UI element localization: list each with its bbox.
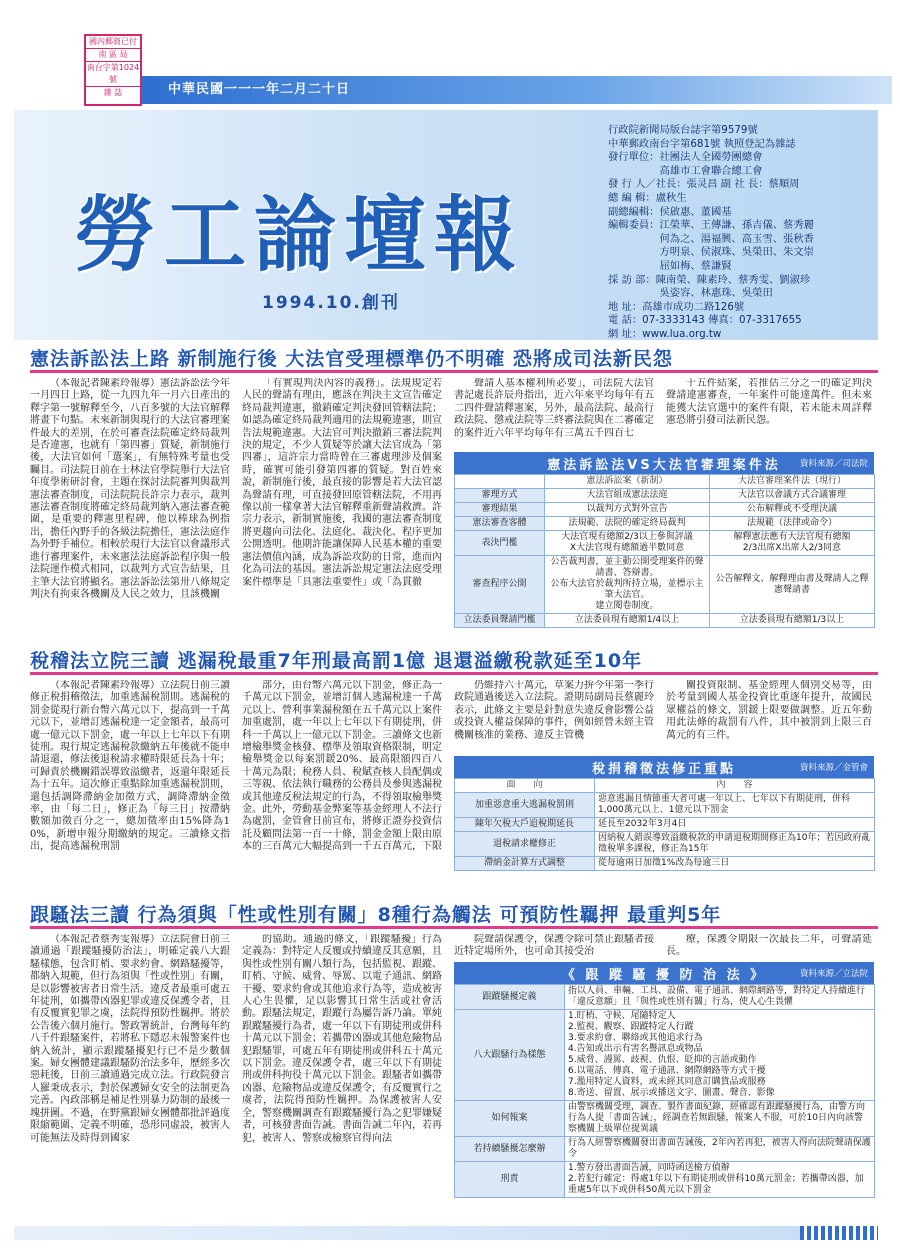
publisher-info-line: 高雄市工會聯合總工會	[608, 164, 763, 177]
table-constitutional-comparison	[454, 452, 874, 628]
table1-title: 憲法訴訟法VS大法官審理案件法	[547, 457, 781, 473]
table-cell: 公告解釋文、解釋理由書及聲請人之釋憲聲請書	[710, 556, 875, 614]
table1-grid	[454, 474, 875, 628]
publisher-info-line: 總 編 輯：盧秋生	[608, 191, 687, 204]
table-row-label: 審查程序公開	[455, 556, 545, 614]
table-row	[455, 793, 875, 818]
table-cell: 從每逾兩日加徵1%改為每逾三日	[595, 857, 875, 871]
table-cell: 立法委員現有總額1/4以上	[545, 614, 710, 628]
table-cell: 1.警方發出書面告誡，同時函送檢方偵辦 2.若犯行確定：得處1年以下有期徒刑或併科10萬元罰金；若攜帶凶器，加重處5年以下或併科50萬元以下罰金	[565, 1162, 875, 1198]
footer-stripe	[800, 1226, 878, 1240]
article3-col2: 的協助。通過的條文，「跟蹤騷擾」行為定義為：對特定人反覆或持續違反其意願，且與性或性別有關八類行為，包括監視、跟蹤、盯梢、守候、威脅、辱罵、以電子通訊、網路干擾、要求約會或其他追求行為等，造成被害人心生畏懼，足以影響其日常生活或社會活動。跟騷法規定，跟蹤行為屬告訴乃論。單純跟蹤騷擾行為者，處一年以下有期徒刑或併科十萬元以下罰金；若攜帶凶器或其他危險物品犯跟騷罪，可處五年有期徒刑或併科五十萬元以下罰金。違反保護令者，處三年以下有期徒刑或併科拘役十萬元以下罰金。跟騷者如攜帶凶器、危險物品或違反保護令，有反覆實行之虞者，法院得預防性羈押。為保護被害人安全，警察機關調查有跟蹤騷擾行為之犯罪嫌疑者，可核發書面告誡。書面告誡二年內，若再犯，被害人、警察或檢察官得向法	[242, 934, 442, 1144]
table-row-label: 陳年欠稅大戶追稅期延長	[455, 818, 595, 832]
table2-title-bar	[454, 756, 874, 778]
table-cell: 1.盯梢、守候、尾隨特定人 2.監視、觀察、跟蹤特定人行蹤 3.要求約會、聯絡或其他追求行為 4.告知或出示有害名譽訊息或物品 5.威脅、謾罵、歧視、仇恨、貶抑的言語或動作 6.以電話、傳真、電子通訊、網際網路等方式干擾 7.濫用特定人資料，或未經其同意訂購貨品或服務 8.寄送、留置、展示或播送文字、圖畫、聲音、影像	[565, 1010, 875, 1101]
headline-stalking-law: 跟騷法三讀 行為須與「性或性別有關」8種行為觸法 可預防性羈押 最重判5年	[30, 904, 722, 926]
table-row	[455, 531, 875, 556]
table-cell: 立法委員現有總額1/3以上	[710, 614, 875, 628]
table-row-label: 加重惡意重大逃漏稅罰則	[455, 793, 595, 818]
publisher-info-line: 地 址：高雄市成功二路126號	[608, 300, 745, 313]
article3-col3: 院聲請保護令，保護令除可禁止跟騷者接近特定場所外，也可命其接受治	[454, 934, 654, 958]
table-cell: 大法官以會議方式合議審理	[710, 489, 875, 503]
publisher-info-line: 發 行 人／社長：張灵昌 副 社 長：蔡順周	[608, 178, 800, 191]
table-row-label: 刑責	[455, 1162, 565, 1198]
table-row	[455, 1137, 875, 1162]
table3-source: 資料來源／立法院	[799, 969, 868, 979]
table-header-cell: 內 容	[595, 779, 875, 793]
publisher-info-line: 中華郵政南台字第681號 執照登記為雜誌	[608, 137, 796, 150]
headline-divider	[30, 672, 878, 675]
headline-constitutional-court: 憲法訴訟法上路 新制施行後 大法官受理標準仍不明確 恐將成司法新民怨	[30, 348, 673, 370]
table-row	[455, 556, 875, 614]
table1-title-bar	[454, 452, 874, 474]
table2-title: 稅捐稽徵法修正重點	[591, 761, 736, 777]
footer-bar	[14, 1226, 878, 1240]
postmark-line: 南 區 局	[86, 49, 140, 62]
table-row-label: 退稅請求權修正	[455, 832, 595, 857]
table-row-label: 八大跟騷行為樣態	[455, 1010, 565, 1101]
newspaper-title: 勞工論壇報	[74, 187, 525, 283]
table2-source: 資料來源／金管會	[799, 763, 868, 773]
table-stalking-law	[454, 962, 874, 1198]
table-cell: 公布解釋或不受理決議	[710, 503, 875, 517]
article1-col4: 十五件結案，若推估三分之一的確定判決聲請違憲審查，一年案件可能達萬件。但未來能獲大法官選中的案件有限，若未能未周詳釋憲恐將引發司法新民怨。	[666, 378, 872, 427]
table-row	[455, 489, 875, 503]
article1-col2: 「有實現判決內容的義務」。法規規定若人民的聲請有理由，應該在判決主文宣告確定終局裁判違憲，撤銷確定判決發回管轄法院；如認為確定終局裁判適用的法規範違憲，則宣告法規範違憲。大法官可判決撤銷三審法院判決的規定，不少人質疑等於讓大法官成為「第四審」，這許宗力當時曾在三審處理涉及個案時，確實可能引發第四審的質疑。對百姓來說，新制施行後，最直接的影響是若大法官認為聲請有理，可直接發回原管轄法院，不用再像以前一樣拿著大法官解釋重新聲請救濟。許宗力表示，新制實施後，我國的憲法審查制度將更趨向司法化、法庭化、裁決化、程序更加公開透明。他期許能讓保障人民基本權的重要憲法價值內涵，成為訴訟攻防的日常，進而內化為司法的基因。憲法訴訟規定憲法法庭受理案件標準是「具憲法重要性」或「為貫徹	[242, 378, 442, 588]
publisher-info-line: 行政院新聞局版台誌字第9579號	[608, 124, 758, 136]
table-cell: 惡意逃漏且情節重大者可處一年以上、七年以下有期徒刑，併科1,000萬元以上、1億元以下罰金	[595, 793, 875, 818]
postage-stamp	[84, 34, 142, 106]
table-row-label: 審理方式	[455, 489, 545, 503]
table-row	[455, 818, 875, 832]
article2-col2: 部分，由台幣六萬元以下罰金，修正為一千萬元以下罰金，並增訂個人逃漏稅達一千萬元以上、營利事業漏稅額在五千萬元以上案件加重處罰，處一年以上七年以下有期徒刑，併科一千萬以上一億元以下罰金。三讀條文也新增檢舉獎金核發、標準及領取資格限制，明定檢舉獎金以每案罰鍰20%、最高限額四百八十萬元為限；稅務人員、稅賦查核人員配偶或三等親、依法執行職務的公務員及參與逃漏稅或其他違反稅法規定的行為，不得領取檢舉獎金。此外，勞動基金弊案等基金經理人不法行為處罰，金管會日前宣布，將修正證券投資信託及顧問法第一百一十條，罰金金額上限由原本的三百萬元大幅提高到一千五百萬元，下限	[242, 680, 442, 853]
table-cell: 法規範（法律或命令）	[710, 517, 875, 531]
table-row	[455, 1010, 875, 1101]
table-cell: 以裁判方式對外宣告	[545, 503, 710, 517]
table-row	[455, 614, 875, 628]
table-cell: 由警察機關受理，調查、製作書面紀錄，經確認有跟蹤騷擾行為，由警方向行為人提「書面告誡」，經調查若無跟騷，報案人不服，可於10日內向該警察機關上級單位提異議	[565, 1101, 875, 1137]
article1-col3: 聲請人基本權利所必要」，司法院大法官書記處長許辰舟指出，近六年來平均每年有五二四件聲請釋憲案，另外，最高法院、最高行政法院、懲戒法院等三終審法院與在二審確定的案件近六年平均每年有三萬五千四百七	[454, 378, 654, 439]
table-row-label: 立法委員聲請門檻	[455, 614, 545, 628]
postmark-line: 國內郵資已付	[86, 36, 140, 49]
publisher-info-line: 屈如梅、蔡謙賢	[608, 259, 732, 272]
table-row	[455, 857, 875, 871]
publisher-info-line: 發行單位：社團法人全國勞團總會	[608, 151, 763, 164]
table-row-label: 滯納金計算方式調整	[455, 857, 595, 871]
postmark-line: 南台字第1024號	[86, 62, 140, 87]
table-cell: 法規範、法院的確定終局裁判	[545, 517, 710, 531]
table-cell: 指以人員、車輛、工具、設備、電子通訊、網際網路等，對特定人持續進行「違反意願」且「與性或性別有關」行為，使人心生畏懼	[565, 985, 875, 1010]
table-cell: 延長至2032年3月4日	[595, 818, 875, 832]
table2-grid	[454, 778, 875, 871]
article1-col1: （本報記者陳素玲報導）憲法訴訟法今年一月四日上路，從一九四九年一月六日產出的釋字第一號解釋至今，八百多號的大法官解釋將畫下句點。未來新制與現行的大法官審理案件最大的差別，在於可審查法院確定終局裁判是否違憲，也就有「第四審」質疑，新制施行後，大法官如何「選案」，有無特殊考量也受矚目。司法院日前在士林法官學院舉行大法官年度學術研討會，主題在探討法院審判與裁判憲法審查制度，司法院院長許宗力表示，裁判憲法審查制度將確定終局裁判納入憲法審查範圍，是重要的釋憲里程碑，他以棒球為例指出，擔任內野手的各級法院擔任，憲法法庭作為外野手補位。相較於現行大法官以會議形式進行審理案件，未來憲法法庭訴訟程序與一般法院運作模式相同，以裁判方式宣告結果，且主筆大法官將顯名。憲法訴訟法第卅八條規定判決有拘束各機關及人民之效力，且該機關	[30, 378, 230, 600]
table-row	[455, 517, 875, 531]
table-cell: 因納稅人錯誤導致溢繳稅款的申請退稅期間修正為10年；若因政府亂徵稅單多課稅，修正為15年	[595, 832, 875, 857]
table3-title-bar	[454, 962, 874, 984]
table-header-cell	[455, 475, 545, 489]
table3-grid	[454, 984, 875, 1198]
table-row-label: 若持續騷擾怎麼辦	[455, 1137, 565, 1162]
table-row	[455, 1101, 875, 1137]
publisher-info-line: 網 址：www.lua.org.tw	[608, 327, 722, 340]
table-row-label: 憲法審查客體	[455, 517, 545, 531]
table-row-label: 表決門檻	[455, 531, 545, 556]
table-row-label: 如何報案	[455, 1101, 565, 1137]
article2-col1: （本報記者陳素玲報導）立法院日前三讀修正稅捐稽徵法，加重逃漏稅罰則。逃漏稅的罰金從現行新台幣六萬元以下，提高到一千萬元以下，並增訂逃漏稅達一定金額者，最高可處一億元以下罰金，處一年以上七年以下有期徒刑。現行規定逃漏稅款繳納五年後就不能申請退還，修法後退稅請求權時限延長為十年；可歸責於機關錯誤導致溢繳者，返還年限延長為十五年。這次修正重點除加重逃漏稅罰則，還包括調降滯納金加徵方式，調降滯納金徵率，由「每二日」，修正為「每三日」按滯納數額加徵百分之一，總加徵率由15%降為10%，新增申報分期繳納的規定。三讀條文指出，提高逃漏稅刑罰	[30, 680, 230, 853]
postmark-line: 雜 誌	[103, 88, 123, 97]
table-header-cell: 面 向	[455, 779, 595, 793]
founded-date: 1994.10.創刊	[262, 293, 400, 313]
table-row	[455, 985, 875, 1010]
article2-col3: 仍維持六十萬元，草案力拚今年第一季行政院通過後送入立法院。證期局副局長蔡麗玲表示，此條文主要是針對意失違反會影響公益或投資人權益保障的事件，例如經營未經主管機關核准的業務、違反主管機	[454, 680, 654, 741]
table-cell: 解釋憲法應有大法官現有總額 2/3出席X出席人2/3同意	[710, 531, 875, 556]
publisher-info-line: 編輯委員：江榮華、王傳謙、孫吉儀、蔡秀麗	[608, 219, 814, 232]
article2-col4: 關投資限制、基金經理人個別交易等，由於考量到國人基金投資比重逐年提升，故國民眾權益的條文，罰鍰上限要做調整。近五年動用此法條的裁罰有八件，其中被罰到上限三百萬元的有三件。	[666, 680, 872, 741]
table-cell: 公告裁判書，並主動公開受理案件的聲請書、答辯書。 公布大法官於裁判所持立場，並標示主筆大法官。 建立閱卷制度。	[545, 556, 710, 614]
publisher-info-line: 方明泉、侯淑珠、吳榮田、朱文崇	[608, 246, 814, 259]
issue-date: 中華民國一一一年二月二十日	[168, 82, 351, 97]
headline-divider	[30, 370, 878, 373]
article3-col4: 療，保護令期限一次最長二年，可聲請延長。	[666, 934, 872, 958]
publisher-info-line: 電 話：07-3333143 傳真：07-3317655	[608, 314, 802, 327]
table-row	[455, 832, 875, 857]
publisher-info-line: 何為之、湯福興、高玉雪、張秋香	[608, 232, 814, 245]
publisher-info	[608, 124, 878, 342]
table1-source: 資料來源／司法院	[799, 459, 868, 469]
table-row-label: 審理結果	[455, 503, 545, 517]
table-cell: 行為人經警察機關發出書面告誡後，2年內若再犯，被害人得向法院聲請保護令	[565, 1137, 875, 1162]
publisher-info-line: 吳姿容、林惠珠、吳榮田	[608, 287, 773, 300]
headline-tax-law: 稅稽法立院三讀 逃漏稅最重7年刑最高罰1億 退還溢繳稅款延至10年	[30, 650, 643, 672]
table-row	[455, 1162, 875, 1198]
table-cell: 大法官組成憲法法庭	[545, 489, 710, 503]
table-header-cell: 憲法訴訟案（新制）	[545, 475, 710, 489]
table-header-cell: 大法官審理案件法（現行）	[710, 475, 875, 489]
article3-col1: （本報記者蔡秀雯報導）立法院會日前三讀通過「跟蹤騷擾防治法」，明確定義八大跟騷樣態，包含盯梢、要求約會、網路騷擾等，都納入規範，但行為須與「性或性別」有關，是以影響被害者日常生活。違反者最重可處五年徒刑，如攜帶凶器犯罪或違反保護令者，且有反覆實犯罪之虞，法院得預防性羈押。將於公告後六個月施行。警政署統計，台灣每年約八千件跟騷案件，若將私下隱忍未報警案件也納入統計，顯示跟蹤騷擾犯行已不是少數個案。婦女團體建議跟騷防治法多年，歷經多次惡耗後，日前三讀通過完成立法。行政院發言人羅秉成表示，對於保護婦女安全的法制更為完善。內政部稱是補足性別暴力防制的最後一塊拼圖。不過，在野黨跟婦女團體都批評過度限縮範圍、定義不明確，恐形同虛設，被害人可能無法及時得到國家	[30, 934, 230, 1144]
table-cell: 大法官現有總額2/3以上參與評議 X大法官現有總額過半數同意	[545, 531, 710, 556]
table-row	[455, 503, 875, 517]
table-row-label: 跟蹤騷擾定義	[455, 985, 565, 1010]
publisher-info-line: 採 訪 部：陳南榮、陳素玲、蔡秀雯、劉淑珍	[608, 273, 811, 286]
table-tax-amendments	[454, 756, 874, 871]
headline-divider	[30, 926, 878, 929]
publisher-info-line: 副總編輯：侯啟惠、董國基	[608, 205, 732, 218]
table3-title: 《 跟 蹤 騷 擾 防 治 法 》	[561, 967, 767, 983]
